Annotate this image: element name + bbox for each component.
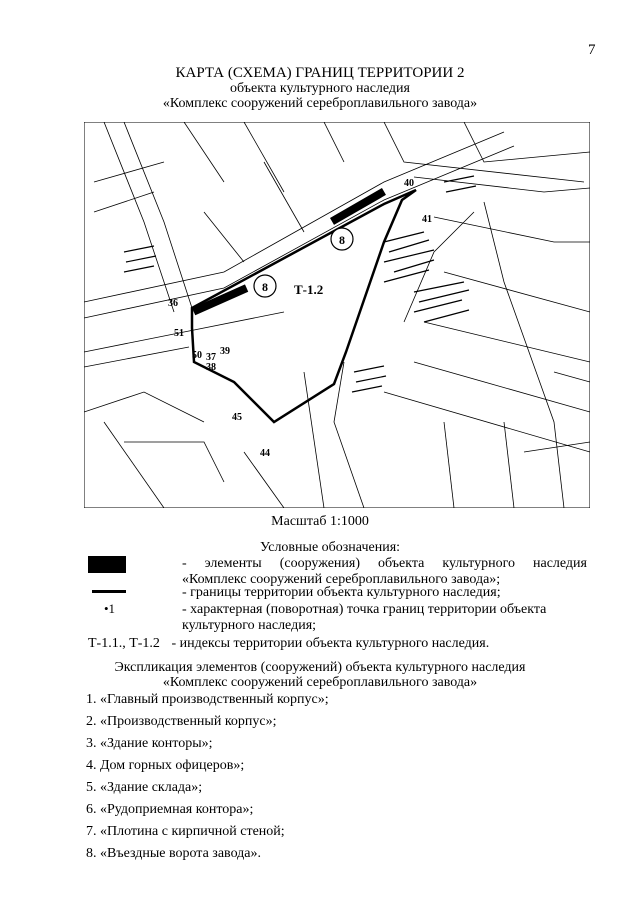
legend-element-swatch [88, 556, 126, 573]
document-title [0, 66, 640, 111]
explication-item: 6. «Рудоприемная контора»; [86, 802, 254, 817]
page-number: 7 [588, 42, 596, 58]
point-label: 38 [206, 362, 216, 373]
explication-item: 5. «Здание склада»; [86, 780, 203, 795]
legend-boundary-swatch [92, 590, 126, 593]
legend-index-codes: Т-1.1., Т-1.2 [88, 636, 160, 651]
legend-point-marker: •1 [104, 601, 116, 616]
map-drawing [84, 122, 590, 508]
title-line-3: «Комплекс сооружений сереброплавильного завода» [162, 96, 478, 111]
element-marker-label: 8 [339, 233, 345, 247]
explication-item: 7. «Плотина с кирпичной стеной; [86, 824, 285, 839]
explication-item: 4. Дом горных офицеров»; [86, 758, 245, 773]
legend-title: Условные обозначения: [260, 540, 401, 555]
point-label: 40 [404, 178, 414, 189]
explication-title-line1: Экспликация элементов (сооружений) объекта культурного наследия [114, 660, 526, 675]
point-label: 51 [174, 328, 184, 339]
element-marker-label: 8 [262, 280, 268, 294]
territory-label: Т-1.2 [294, 282, 324, 297]
legend-item-boundary: - границы территории объекта культурного наследия; [182, 585, 501, 600]
legend-item-elements-line2: «Комплекс сооружений сереброплавильного завода»; [182, 572, 501, 587]
point-label: 44 [260, 448, 270, 459]
point-label: 45 [232, 412, 242, 423]
explication-title [0, 660, 640, 690]
point-label: 39 [220, 346, 230, 357]
explication-item: 1. «Главный производственный корпус»; [86, 692, 329, 707]
explication-item: 3. «Здание конторы»; [86, 736, 213, 751]
point-label: 50 [192, 350, 202, 361]
legend-item-point-line2: культурного наследия; [182, 618, 317, 633]
explication-item: 8. «Въездные ворота завода». [86, 846, 261, 861]
point-label: 36 [168, 298, 178, 309]
legend-index-text: - индексы территории объекта культурного наследия. [171, 636, 490, 651]
title-line-1: КАРТА (СХЕМА) ГРАНИЦ ТЕРРИТОРИИ 2 [175, 65, 465, 81]
point-label: 41 [422, 214, 432, 225]
cadastral-map [84, 122, 590, 508]
legend-item-index [88, 636, 489, 652]
title-line-2: объекта культурного наследия [230, 81, 410, 96]
explication-title-line2: «Комплекс сооружений сереброплавильного завода» [162, 675, 478, 690]
map-scale: Масштаб 1:1000 [271, 514, 369, 529]
point-label: 37 [206, 352, 216, 363]
legend-item-point-line1: - характерная (поворотная) точка границ территории объекта [182, 602, 547, 617]
legend-item-elements-line1: - элементы (сооружения) объекта культурного наследия [182, 556, 587, 571]
explication-item: 2. «Производственный корпус»; [86, 714, 277, 729]
